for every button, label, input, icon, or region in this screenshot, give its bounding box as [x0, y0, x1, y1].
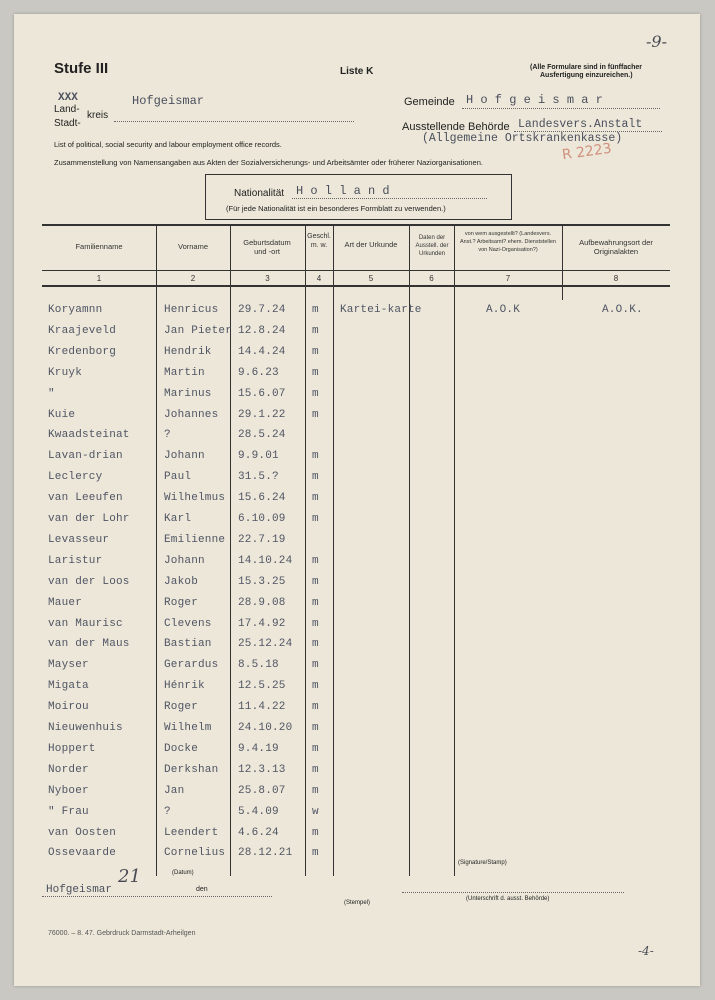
header-bottom-border — [42, 285, 670, 287]
stempel-label: (Stempel) — [344, 900, 371, 906]
cell-sex: m — [312, 324, 319, 337]
header-divider — [42, 270, 670, 271]
cell-sex: m — [312, 304, 319, 316]
stadt-label: Stadt- — [54, 118, 81, 129]
signature-dotted-line — [402, 892, 624, 893]
cell-name: Nyboer — [48, 784, 89, 797]
col-header-8: Aufbewahrungsort der Originalakten — [579, 238, 653, 256]
place-dotted-line — [42, 896, 272, 897]
cell-first: Jan — [164, 784, 185, 797]
col-num-8: 8 — [613, 274, 619, 283]
col-header-2: Vorname — [177, 242, 209, 251]
cell-born: 9.6.23 — [238, 366, 279, 379]
cell-sex: m — [312, 617, 319, 630]
cell-name: " — [48, 387, 55, 400]
cell-by: A.O.K — [486, 304, 521, 316]
cell-name: Levasseur — [48, 533, 110, 546]
cell-born: 31.5.? — [238, 471, 279, 484]
gemeinde-dotted-line — [462, 108, 660, 109]
behoerde-label: Ausstellende Behörde — [402, 121, 510, 133]
cell-first: Jakob — [164, 575, 199, 588]
cell-name: van Leeufen — [48, 492, 123, 505]
cell-sex: m — [312, 345, 319, 358]
cell-born: 5.4.09 — [238, 805, 279, 818]
table-row — [14, 323, 700, 343]
stufe-title: Stufe III — [54, 60, 109, 77]
cell-sex: m — [312, 387, 319, 400]
cell-born: 15.6.07 — [238, 387, 286, 400]
table-row — [14, 616, 700, 636]
cell-sex: m — [312, 575, 319, 588]
cell-born: 6.10.09 — [238, 513, 286, 525]
col-header-4: Geschl. m. w. — [307, 233, 331, 249]
cell-first: Martin — [164, 366, 205, 379]
table-row — [14, 825, 700, 845]
corner-page-mark: -9- — [646, 32, 667, 51]
cell-place: A.O.K. — [602, 304, 643, 316]
table-row — [14, 783, 700, 803]
cell-first: Leendert — [164, 826, 219, 839]
nationality-dotted-line — [292, 198, 487, 199]
table-row — [14, 804, 700, 824]
cell-born: 25.12.24 — [238, 638, 293, 651]
cell-first: Roger — [164, 596, 199, 609]
cell-first: Wilhelmus — [164, 492, 226, 505]
table-row — [14, 762, 700, 782]
unterschrift-label: (Unterschrift d. ausst. Behörde) — [466, 896, 550, 902]
cell-sex: m — [312, 408, 319, 421]
liste-title: Liste K — [340, 66, 374, 77]
cell-born: 15.6.24 — [238, 492, 286, 505]
cell-born: 8.5.18 — [238, 659, 279, 672]
table-row — [14, 553, 700, 573]
handwritten-number: 21 — [118, 866, 141, 887]
den-label: den — [196, 886, 208, 893]
description-german: Zusammenstellung von Namensangaben aus Akten der Sozialversicherungs- und Arbeitsämter oder früherer Naziorganisationen. — [54, 158, 483, 167]
table-row — [14, 699, 700, 719]
cell-name: Koryamnn — [48, 304, 103, 316]
cell-born: 24.10.20 — [238, 722, 293, 734]
col-header-3: Geburtsdatum und -ort — [243, 238, 291, 256]
table-row — [14, 386, 700, 406]
cell-born: 22.7.19 — [238, 533, 286, 546]
cell-name: Leclercy — [48, 471, 103, 484]
crossed-out-xxx: XXX — [58, 92, 78, 104]
cell-born: 17.4.92 — [238, 617, 286, 630]
gemeinde-value: H o f g e i s m a r — [466, 93, 603, 107]
cell-first: Jan Pieter — [164, 324, 233, 337]
cell-sex: m — [312, 847, 319, 860]
cell-sex: m — [312, 492, 319, 505]
cell-first: Johann — [164, 554, 205, 567]
kreis-value: Hofgeismar — [132, 94, 205, 108]
cell-name: Kuie — [48, 408, 76, 421]
col-num-1: 1 — [96, 274, 102, 283]
cell-sex: m — [312, 680, 319, 693]
cell-sex: m — [312, 784, 319, 797]
table-row — [14, 407, 700, 427]
cell-first: Bastian — [164, 638, 212, 651]
cell-name: Migata — [48, 680, 89, 693]
document-page — [14, 14, 700, 986]
cell-first: Roger — [164, 701, 199, 714]
table-row — [14, 511, 700, 531]
signature-label: (Signature/Stamp) — [458, 860, 507, 866]
cell-sex: m — [312, 471, 319, 484]
cell-first: Karl — [164, 513, 192, 525]
footer-place: Hofgeismar — [46, 884, 113, 896]
nationality-label: Nationalität — [234, 188, 285, 199]
cell-born: 9.9.01 — [238, 450, 279, 463]
table-row — [14, 678, 700, 698]
cell-first: Cornelius — [164, 847, 226, 860]
cell-born: 25.8.07 — [238, 784, 286, 797]
col-num-4: 4 — [316, 274, 322, 283]
behoerde-dotted-line — [514, 131, 662, 132]
cell-born: 28.9.08 — [238, 596, 286, 609]
cell-born: 28.12.21 — [238, 847, 293, 860]
cell-sex: m — [312, 826, 319, 839]
cell-name: Laristur — [48, 554, 103, 567]
cell-name: " Frau — [48, 805, 89, 818]
nationality-value: H o l l a n d — [296, 184, 390, 198]
datum-label: (Datum) — [172, 870, 194, 876]
cell-name: Nieuwenhuis — [48, 722, 123, 734]
table-row — [14, 574, 700, 594]
col-num-5: 5 — [368, 274, 374, 283]
cell-first: Derkshan — [164, 763, 219, 776]
cell-born: 12.5.25 — [238, 680, 286, 693]
instruction-note-2: Ausfertigung einzureichen.) — [540, 72, 633, 79]
table-row — [14, 469, 700, 489]
table-row — [14, 365, 700, 385]
cell-born: 29.1.22 — [238, 408, 286, 421]
cell-born: 9.4.19 — [238, 742, 279, 755]
table-row — [14, 595, 700, 615]
cell-name: Kredenborg — [48, 345, 117, 358]
cell-name: van Maurisc — [48, 617, 123, 630]
cell-name: Moirou — [48, 701, 89, 714]
cell-name: Hoppert — [48, 742, 96, 755]
table-row — [14, 344, 700, 364]
cell-first: Docke — [164, 742, 199, 755]
cell-name: Mayser — [48, 659, 89, 672]
cell-sex: m — [312, 596, 319, 609]
cell-sex: m — [312, 742, 319, 755]
cell-first: ? — [164, 429, 171, 442]
col-header-1: Familienname — [75, 242, 123, 251]
land-label: Land- — [54, 104, 80, 115]
cell-born: 14.4.24 — [238, 345, 286, 358]
cell-first: Marinus — [164, 387, 212, 400]
table-row — [14, 490, 700, 510]
cell-born: 12.3.13 — [238, 763, 286, 776]
cell-sex: m — [312, 701, 319, 714]
cell-first: Johannes — [164, 408, 219, 421]
col-num-6: 6 — [429, 274, 434, 283]
table-row — [14, 427, 700, 447]
cell-born: 15.3.25 — [238, 575, 286, 588]
cell-doc: Kartei-karte — [340, 304, 422, 316]
cell-sex: m — [312, 763, 319, 776]
table-row — [14, 845, 700, 865]
cell-name: van der Lohr — [48, 513, 130, 525]
col-header-6: Daten der Ausstell. der Urkunden — [415, 235, 449, 257]
cell-first: Clevens — [164, 617, 212, 630]
cell-first: Hendrik — [164, 345, 212, 358]
table-row — [14, 448, 700, 468]
cell-first: ? — [164, 805, 171, 818]
cell-name: Mauer — [48, 596, 83, 609]
kreis-dotted-line — [114, 121, 354, 122]
cell-sex: m — [312, 513, 319, 525]
table-row — [14, 532, 700, 552]
table-top-border — [42, 224, 670, 226]
cell-name: Norder — [48, 763, 89, 776]
cell-name: van der Loos — [48, 575, 130, 588]
cell-sex: m — [312, 554, 319, 567]
col-num-7: 7 — [505, 274, 511, 283]
kreis-label: kreis — [87, 110, 109, 121]
instruction-note-1: (Alle Formulare sind in fünffacher — [530, 64, 643, 71]
table-row — [14, 741, 700, 761]
col-num-2: 2 — [190, 274, 196, 283]
behoerde-value-1: Landesvers.Anstalt — [518, 118, 643, 131]
bottom-page-mark: -4- — [638, 944, 654, 958]
cell-born: 14.10.24 — [238, 554, 293, 567]
cell-sex: m — [312, 722, 319, 734]
table-row — [14, 720, 700, 740]
cell-born: 11.4.22 — [238, 701, 286, 714]
cell-sex: m — [312, 659, 319, 672]
nationality-note: (Für jede Nationalität ist ein besonderes Formblatt zu verwenden.) — [226, 204, 446, 213]
col-num-3: 3 — [265, 274, 270, 283]
cell-born: 4.6.24 — [238, 826, 279, 839]
cell-first: Gerardus — [164, 659, 219, 672]
cell-sex: m — [312, 450, 319, 463]
printer-info: 76000. – 8. 47. Gebrdruck Darmstadt-Arheilgen — [48, 930, 196, 937]
table-row — [14, 657, 700, 677]
cell-born: 28.5.24 — [238, 429, 286, 442]
col-divider-7 — [562, 226, 563, 300]
cell-first: Wilhelm — [164, 722, 212, 734]
cell-sex: m — [312, 366, 319, 379]
cell-first: Henricus — [164, 304, 219, 316]
cell-name: Kraajeveld — [48, 324, 117, 337]
behoerde-value-2: (Allgemeine Ortskrankenkasse) — [422, 132, 623, 145]
cell-sex: m — [312, 638, 319, 651]
cell-born: 29.7.24 — [238, 304, 286, 316]
cell-sex: w — [312, 805, 319, 818]
cell-first: Johann — [164, 450, 205, 463]
cell-name: Kwaadsteinat — [48, 429, 130, 442]
table-row — [14, 636, 700, 656]
cell-first: Emilienne — [164, 533, 226, 546]
cell-name: Lavan-drian — [48, 450, 123, 463]
cell-first: Hénrik — [164, 680, 205, 693]
cell-name: van der Maus — [48, 638, 130, 651]
gemeinde-label: Gemeinde — [404, 96, 455, 108]
cell-name: Kruyk — [48, 366, 83, 379]
table-row — [14, 302, 700, 322]
cell-first: Paul — [164, 471, 192, 484]
cell-born: 12.8.24 — [238, 324, 286, 337]
col-header-5: Art der Urkunde — [344, 240, 398, 249]
cell-name: Ossevaarde — [48, 847, 117, 860]
cell-name: van Oosten — [48, 826, 117, 839]
col-header-7: von wem ausgestellt? (Landesvers. Anst.? Arbeitsamt? ehem. Dienststellen von Nazi-Organisation?) — [460, 231, 556, 253]
description-english: List of political, social security and labour employment office records. — [54, 140, 282, 149]
red-stamp-code: R 2223 — [561, 140, 613, 164]
